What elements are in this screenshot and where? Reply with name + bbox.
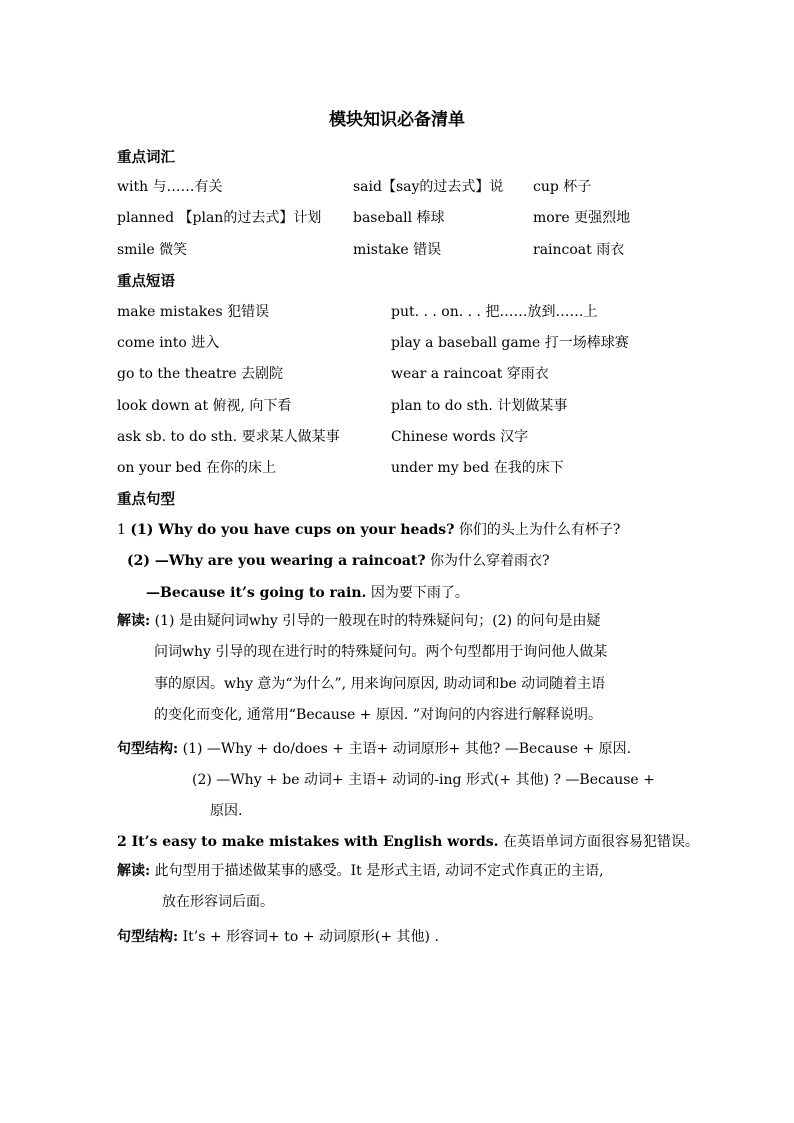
- phrase-item: wear a raincoat 穿雨衣: [391, 366, 549, 382]
- page-title: 模块知识必备清单: [329, 110, 465, 130]
- sentence-english: It’s easy to make mistakes with English words.: [131, 834, 499, 850]
- vocab-item: cup 杯子: [533, 179, 592, 195]
- phrase-item: look down at 俯视, 向下看: [117, 398, 292, 414]
- sentence-chinese: 你们的头上为什么有杯子?: [454, 522, 621, 538]
- analysis-text: 问词why 引导的现在进行时的特殊疑问句。两个句型都用于询问他人做某: [154, 644, 608, 660]
- structure-2: [117, 926, 439, 946]
- structure-label: 句型结构:: [117, 741, 179, 757]
- analysis-text: 此句型用于描述做某事的感受。It 是形式主语, 动词不定式作真正的主语,: [150, 863, 604, 879]
- sentence-1-question-1: [117, 519, 620, 539]
- phrase-item: under my bed 在我的床下: [391, 460, 564, 476]
- vocab-item: mistake 错误: [353, 242, 442, 258]
- vocab-item: with 与……有关: [117, 179, 223, 195]
- phrase-item: put. . . on. . . 把……放到……上: [391, 304, 598, 320]
- phrase-item: ask sb. to do sth. 要求某人做某事: [117, 429, 340, 445]
- vocab-item: more 更强烈地: [533, 210, 631, 226]
- sentence-english: (2) —Why are you wearing a raincoat?: [127, 553, 426, 569]
- sentence-number: 2: [117, 834, 132, 850]
- phrase-item: Chinese words 汉字: [391, 429, 529, 445]
- sentence-1-question-2: [127, 550, 550, 570]
- sentence-2: [117, 831, 699, 851]
- sentence-chinese: 因为要下雨了。: [366, 585, 469, 601]
- phrase-item: make mistakes 犯错误: [117, 304, 270, 320]
- sentence-english: —Because it’s going to rain.: [146, 585, 367, 601]
- structure-1: [117, 738, 631, 758]
- analysis-text: (1) 是由疑问词why 引导的一般现在时的特殊疑问句；(2) 的问句是由疑: [150, 613, 601, 629]
- sentence-chinese: 在英语单词方面很容易犯错误。: [498, 834, 699, 850]
- analysis-label: 解读:: [117, 613, 151, 629]
- phrase-item: on your bed 在你的床上: [117, 460, 277, 476]
- vocab-item: planned 【plan的过去式】计划: [117, 210, 322, 226]
- sentence-number: 1: [117, 522, 131, 538]
- sentence-english: (1) Why do you have cups on your heads?: [130, 522, 455, 538]
- phrase-item: play a baseball game 打一场棒球赛: [391, 335, 629, 351]
- structure-text: It’s + 形容词+ to + 动词原形(+ 其他) .: [178, 929, 439, 945]
- vocab-item: said【say的过去式】说: [353, 179, 504, 195]
- analysis-1: [117, 606, 601, 637]
- analysis-2: [117, 856, 604, 887]
- sentence-1-answer-2: [146, 582, 469, 602]
- analysis-text: 事的原因。why 意为“为什么”, 用来询问原因, 助动词和be 动词随着主语: [154, 676, 606, 692]
- sentence-heading: 重点句型: [117, 491, 175, 508]
- phrase-item: plan to do sth. 计划做某事: [391, 398, 568, 414]
- phrase-item: come into 进入: [117, 335, 220, 351]
- structure-label: 句型结构:: [117, 929, 179, 945]
- analysis-text: 放在形容词后面。: [162, 894, 274, 910]
- analysis-text: 的变化而变化, 通常用“Because + 原因. ”对询问的内容进行解释说明。: [154, 707, 602, 723]
- phrase-heading: 重点短语: [117, 273, 175, 290]
- structure-text: 原因.: [210, 803, 243, 819]
- vocab-item: raincoat 雨衣: [533, 242, 625, 258]
- vocab-item: baseball 棒球: [353, 210, 445, 226]
- phrase-item: go to the theatre 去剧院: [117, 366, 284, 382]
- vocab-item: smile 微笑: [117, 242, 188, 258]
- structure-text: (1) —Why + do/does + 主语+ 动词原形+ 其他? —Because + 原因.: [178, 741, 632, 757]
- analysis-label: 解读:: [117, 863, 151, 879]
- vocab-heading: 重点词汇: [117, 149, 175, 166]
- sentence-chinese: 你为什么穿着雨衣?: [425, 553, 550, 569]
- structure-text: (2) —Why + be 动词+ 主语+ 动词的-ing 形式(+ 其他) ? —Because +: [192, 772, 655, 788]
